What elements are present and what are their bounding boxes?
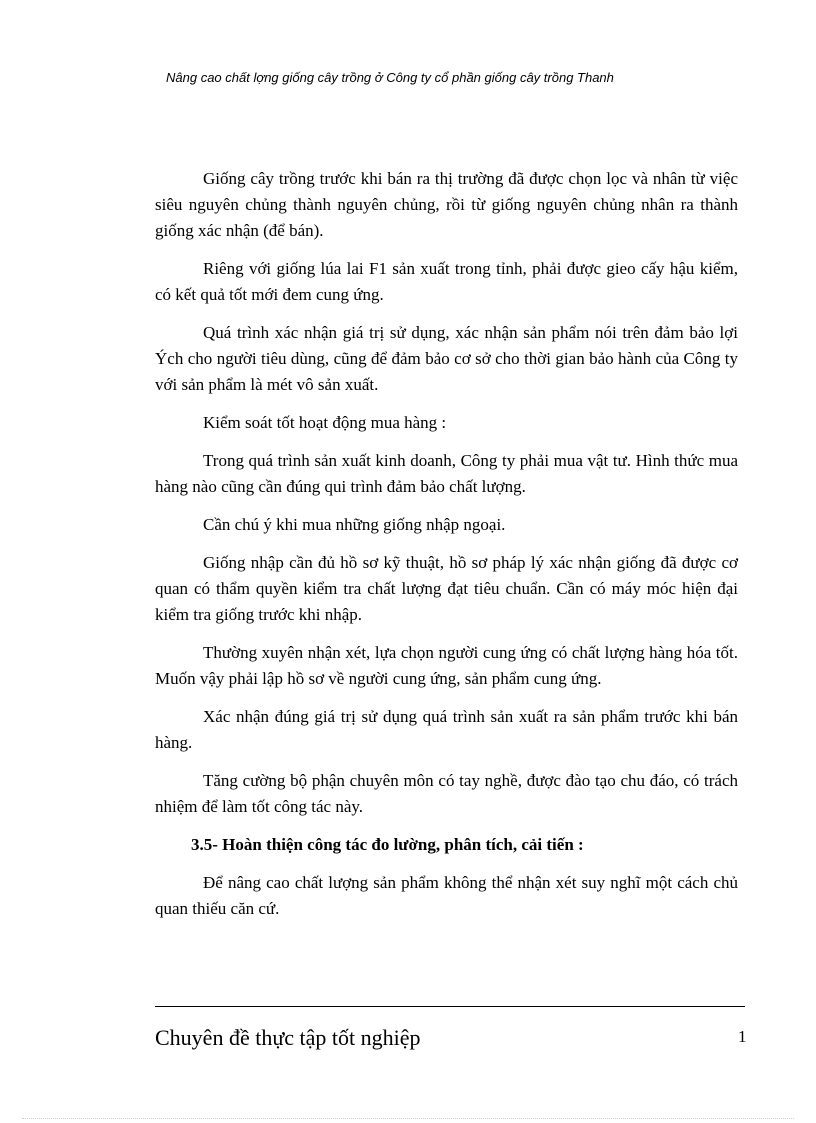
paragraph-8: Thường xuyên nhận xét, lựa chọn người cung ứng có chất lượng hàng hóa tốt. Muốn vậy phải lập hồ sơ về người cung ứng, sản phẩm cung ứng. (155, 643, 738, 688)
paragraph-closing: Để nâng cao chất lượng sản phẩm không thể nhận xét suy nghĩ một cách chủ quan thiếu căn cứ. (155, 873, 738, 918)
page-number: 1 (738, 1027, 747, 1046)
paragraph-1: Giống cây trồng trước khi bán ra thị trường đã được chọn lọc và nhân từ việc siêu nguyên chủng thành nguyên chủng, rồi từ giống nguyên chủng nhân ra thành giống xác nhận (để bán). (155, 169, 738, 240)
footer-title: Chuyên đề thực tập tốt nghiệp (155, 1025, 421, 1050)
paragraph-2: Riêng với giống lúa lai F1 sản xuất trong tỉnh, phải được gieo cấy hậu kiểm, có kết quả tốt mới đem cung ứng. (155, 259, 738, 304)
paragraph-4: Kiểm soát tốt hoạt động mua hàng : (203, 413, 447, 432)
paragraph-3: Quá trình xác nhận giá trị sử dụng, xác nhận sản phẩm nói trên đảm bảo lợi Ých cho người tiêu dùng, cũng để đảm bảo cơ sở cho thời gian bảo hành của Công ty với sản phẩm là mét vô sản xuất. (155, 323, 738, 394)
running-header: Nâng cao chất lợng giống cây trồng ở Công ty cổ phần giống cây trồng Thanh (166, 70, 614, 85)
paragraph-6: Cần chú ý khi mua những giống nhập ngoại. (203, 515, 506, 534)
paragraph-5: Trong quá trình sản xuất kinh doanh, Công ty phải mua vật tư. Hình thức mua hàng nào cũng cần đúng qui trình đảm bảo chất lượng. (155, 451, 738, 496)
paragraph-10: Tăng cường bộ phận chuyên môn có tay nghề, được đào tạo chu đáo, có trách nhiệm để làm tốt công tác này. (155, 771, 738, 816)
paragraph-7: Giống nhập cần đủ hồ sơ kỹ thuật, hồ sơ pháp lý xác nhận giống đã được cơ quan có thẩm quyền kiểm tra chất lượng đạt tiêu chuẩn. Cần có máy móc hiện đại kiểm tra giống trước khi nhập. (155, 553, 738, 624)
footer-divider (155, 1006, 745, 1007)
section-heading: 3.5- Hoàn thiện công tác đo lường, phân tích, cải tiến : (191, 835, 584, 854)
page-bottom-dotted-line (22, 1118, 794, 1119)
document-body (155, 166, 738, 934)
paragraph-9: Xác nhận đúng giá trị sử dụng quá trình sản xuất ra sản phẩm trước khi bán hàng. (155, 707, 738, 752)
